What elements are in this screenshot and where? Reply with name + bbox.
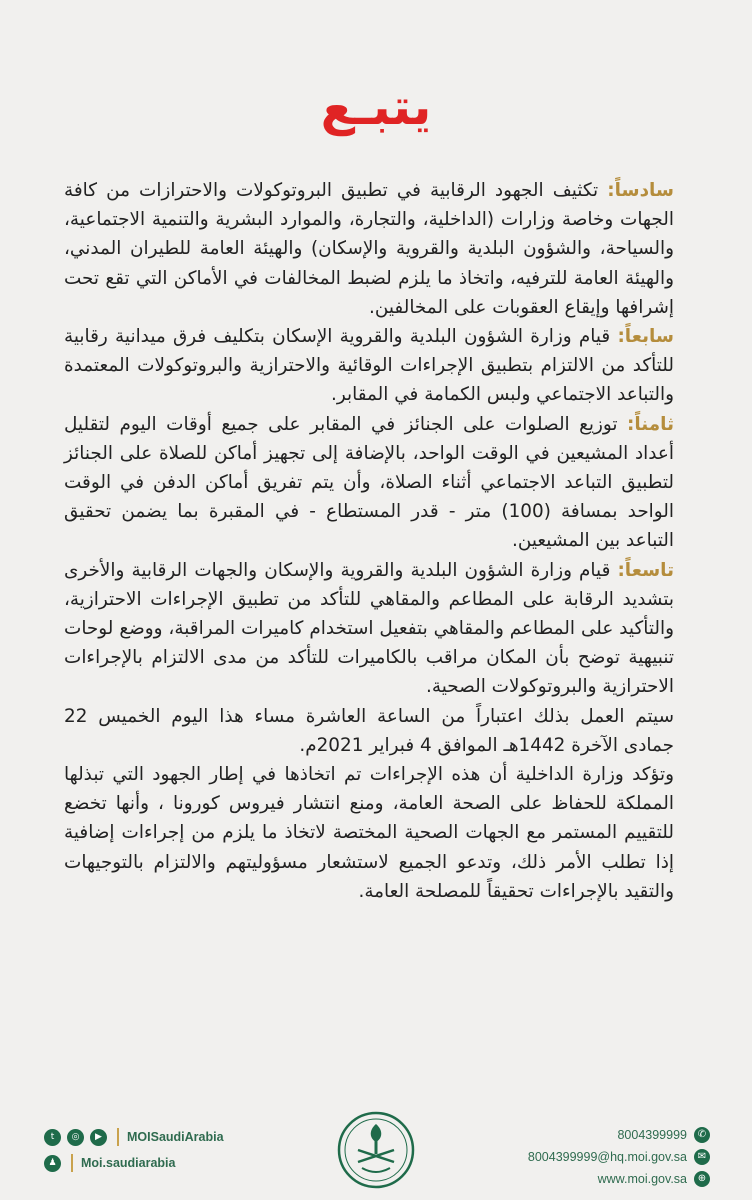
paragraph-text: قيام وزارة الشؤون البلدية والقروية الإسكان بتكليف فرق ميدانية رقابية للتأكد من الالتزام بتطبيق الإجراءات الوقائية والاحترازية والبروتوكولات المعتمدة والتباعد الاجتماعي ولبس الكمامة في المقابر. — [64, 326, 674, 406]
saudi-emblem-icon — [336, 1110, 416, 1190]
phone-icon: ✆ — [694, 1127, 710, 1143]
paragraph-ninth — [64, 556, 674, 702]
paragraph-seventh — [64, 322, 674, 410]
paragraph-effective-date — [64, 702, 674, 760]
phone-number[interactable]: 8004399999 — [617, 1128, 687, 1142]
instagram-icon[interactable]: ◎ — [67, 1129, 84, 1146]
paragraph-label: تاسعاً: — [617, 559, 674, 581]
paragraph-label: سادساً: — [607, 180, 674, 201]
email-address[interactable]: 8004399999@hq.moi.gov.sa — [527, 1150, 687, 1164]
page-title: يتبـع — [320, 78, 432, 136]
paragraph-label: سابعاً: — [617, 326, 674, 348]
social-handle-secondary[interactable]: Moi.saudiarabia — [81, 1156, 176, 1170]
paragraph-label: ثامناً: — [627, 413, 674, 435]
paragraph-eighth — [64, 410, 674, 556]
footer — [0, 1110, 752, 1190]
youtube-icon[interactable]: ▶ — [90, 1129, 107, 1146]
social-row-secondary — [44, 1150, 244, 1176]
paragraph-text: سيتم العمل بذلك اعتباراً من الساعة العاشرة مساء هذا اليوم الخميس 22 جمادى الآخرة 1442هـ الموافق 4 فبراير 2021م. — [64, 705, 674, 756]
social-handle-primary[interactable]: MOISaudiArabia — [127, 1130, 224, 1144]
paragraph-text: توزيع الصلوات على الجنائز في المقابر على جميع أوقات اليوم لتقليل أعداد المشيعين في الوقت الواحد، بالإضافة إلى تجهيز أماكن للصلاة على الجنائز لتطبيق التباعد الاجتماعي أثناء الصلاة، وأن يتم تفريق أماكن الدفن في الوقت الواحد بمسافة (100) متر - قدر المستطاع - في المقبرة بما يضمن تحقيق التباعد بين المشيعين. — [64, 413, 675, 552]
social-row-primary — [44, 1124, 244, 1150]
contact-email-row — [520, 1146, 710, 1168]
paragraph-text: تكثيف الجهود الرقابية في تطبيق البروتوكولات والاحترازات من كافة الجهات وخاصة وزارات (الداخلية، والتجارة، والموارد البشرية والتنمية الاجتماعية، والسياحة، والشؤون البلدية والقروية والإسكان) والهيئة العامة للطيران المدني، والهيئة العامة للترفيه، واتخاذ ما يلزم لضبط المخالفات في الأماكن التي تقع تحت إشرافها وإيقاع العقوبات على المخالفين. — [64, 180, 674, 318]
paragraph-text: وتؤكد وزارة الداخلية أن هذه الإجراءات تم اتخاذها في إطار الجهود التي تبذلها المملكة للحفاظ على الصحة العامة، ومنع انتشار فيروس كورونا ، وأنها تخضع للتقييم المستمر مع الجهات الصحية المختصة لاتخاذ ما يلزم من إجراءات إضافية إذا تطلب الأمر ذلك، وتدعو الجميع لاستشعار مسؤوليتهم والالتزام بالتوجيهات والتقيد بالإجراءات تحقيقاً للمصلحة العامة. — [64, 764, 674, 902]
divider — [117, 1128, 119, 1146]
email-icon: ✉ — [694, 1149, 710, 1165]
twitter-icon[interactable]: t — [44, 1129, 61, 1146]
website-link[interactable]: www.moi.gov.sa — [597, 1172, 687, 1186]
contact-info — [520, 1124, 710, 1190]
divider — [71, 1154, 73, 1172]
paragraph-sixth — [64, 176, 674, 322]
paragraph-closing — [64, 760, 674, 906]
announcement-body — [64, 176, 674, 906]
contact-website-row — [520, 1168, 710, 1190]
social-links — [44, 1124, 244, 1176]
contact-phone-row — [520, 1124, 710, 1146]
snapchat-icon[interactable]: ♟ — [44, 1155, 61, 1172]
paragraph-text: قيام وزارة الشؤون البلدية والقروية والإسكان والجهات الرقابية والأخرى بتشديد الرقابة على المطاعم والمقاهي للتأكد من تطبيق الإجراءات الاحترازية، والتأكيد على المطاعم والمقاهي بتفعيل استخدام كاميرات المراقبة، ووضع لوحات تنبيهية توضح بأن المكان مراقب بالكاميرات للتأكد من مدى الالتزام بالإجراءات الاحترازية والبروتوكولات الصحية. — [64, 559, 674, 698]
globe-icon: ⊕ — [694, 1171, 710, 1187]
